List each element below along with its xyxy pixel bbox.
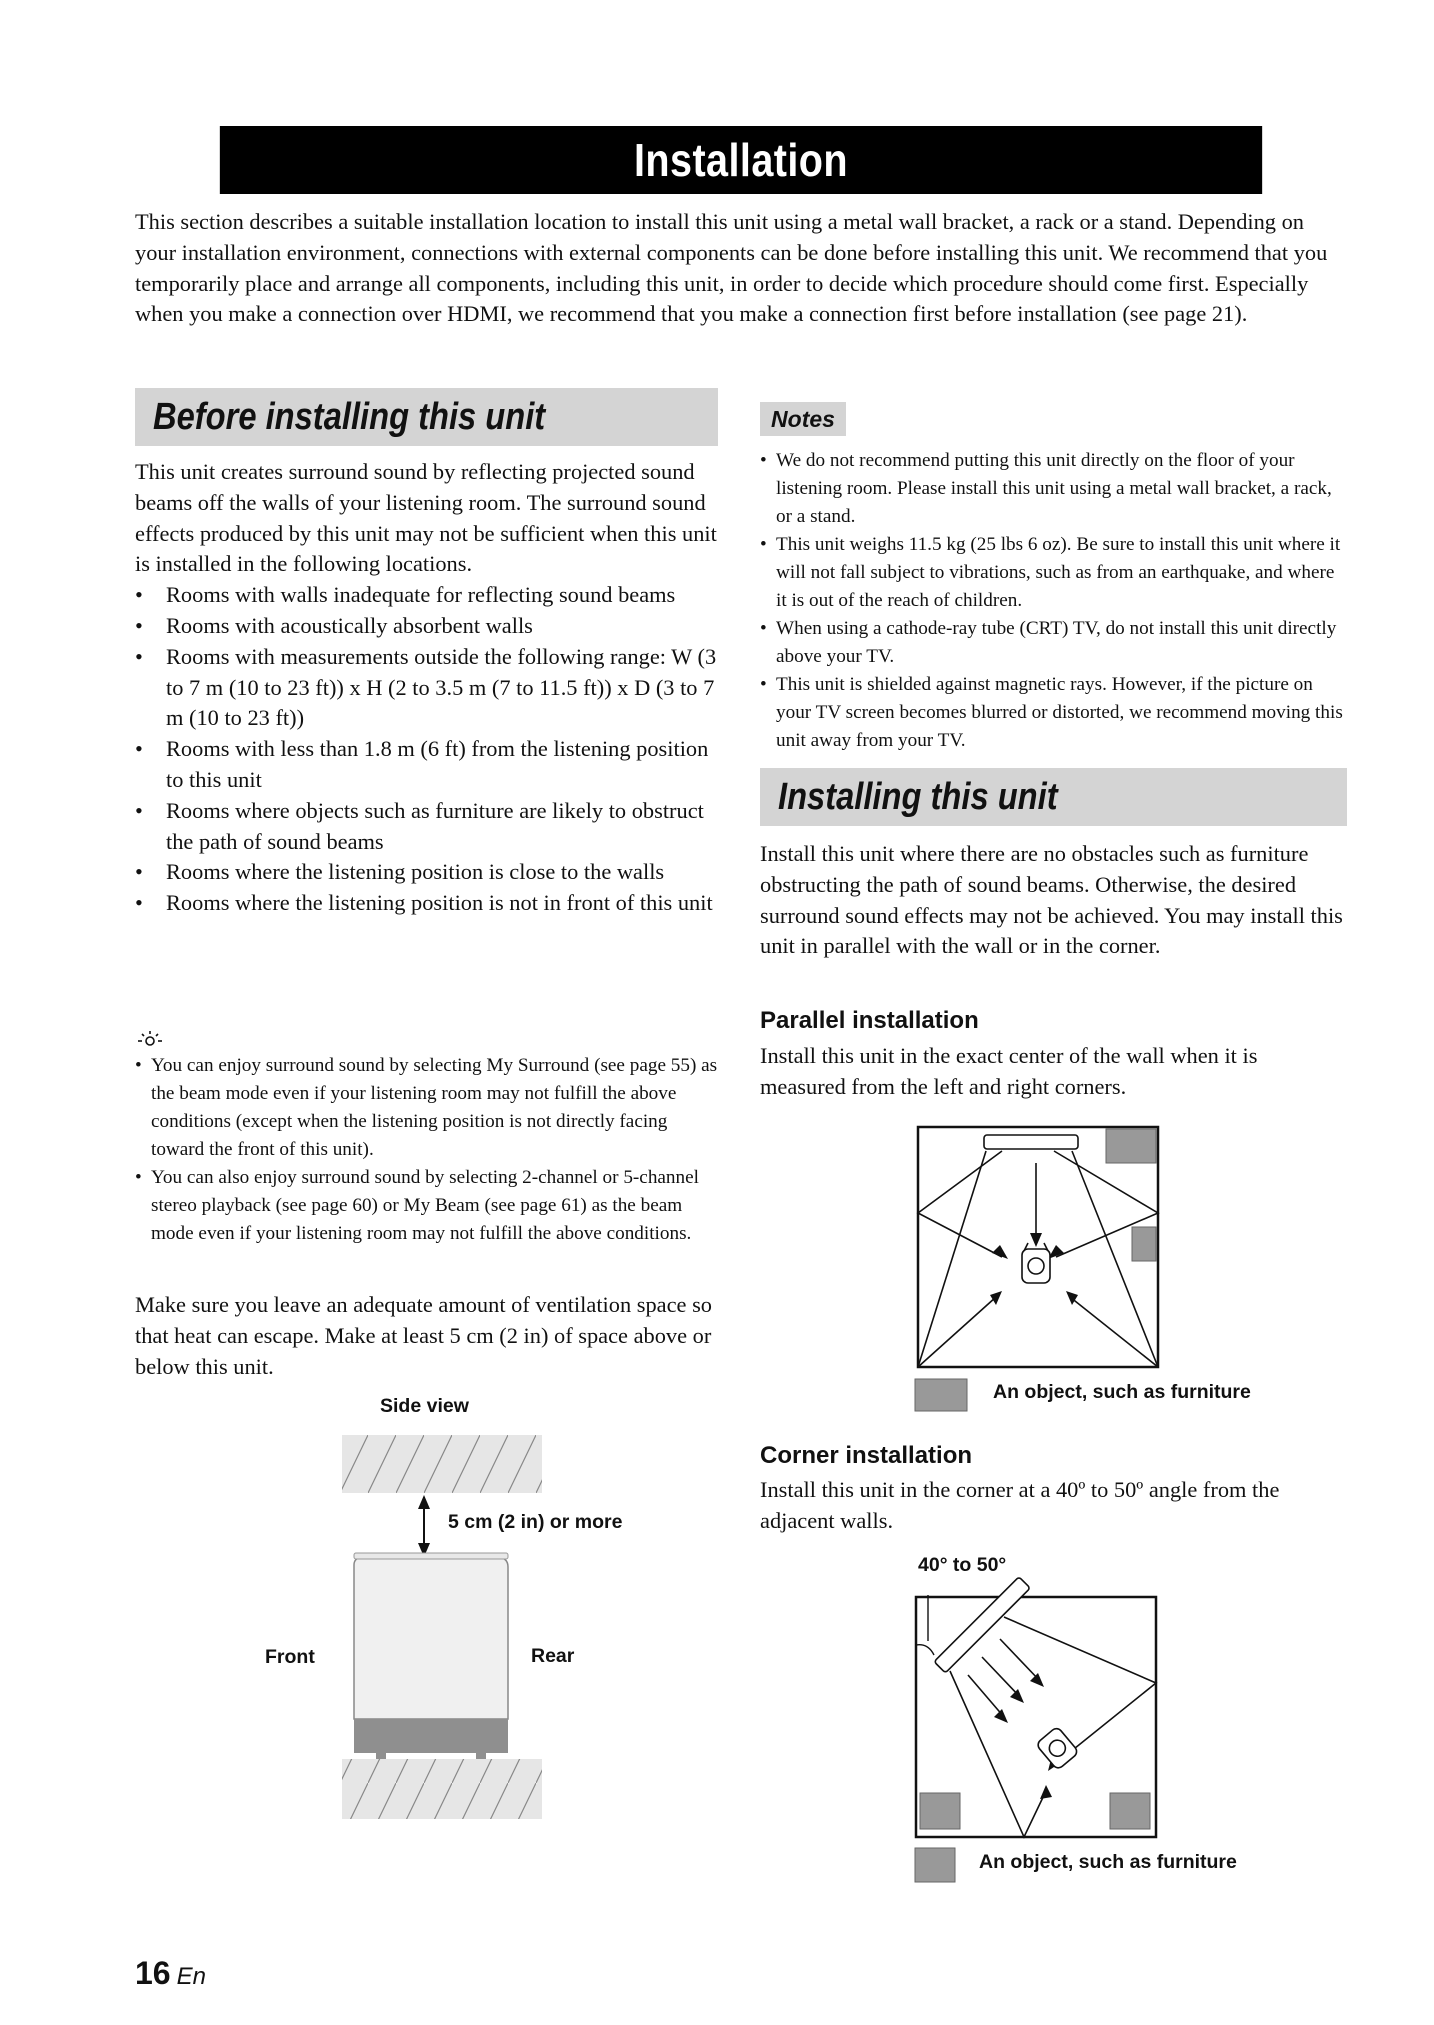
furniture-legend-swatch [914,1378,968,1412]
unsuitable-locations-list [135,580,720,919]
parallel-installation-diagram [916,1125,1162,1370]
corner-legend-label: An object, such as furniture [979,1851,1237,1873]
section-heading-installing: Installing this unit [760,768,1347,826]
note-item: • We do not recommend putting this unit directly on the floor of your listening room. Please install this unit using a metal wall bracket, a rack, or a stand. [760,447,1348,531]
installing-paragraph: Install this unit where there are no obstacles such as furniture obstructing the path of sound beams. Otherwise, the desired surround sound effects may not be achieved. You may install this unit in parallel with the wall or in the corner. [760,841,1343,959]
side-view-diagram [340,1435,550,1835]
before-installing-body [135,457,720,919]
furniture-block [1110,1793,1150,1829]
tip-item: • You can also enjoy surround sound by selecting 2-channel or 5-channel stereo playback (see page 60) or My Beam (see page 61) as the beam mode even if your listening room may not fulfill the above conditions. [135,1164,725,1248]
listener-icon [1022,1243,1050,1283]
ventilation-paragraph: Make sure you leave an adequate amount of ventilation space so that heat can escape. Make at least 5 cm (2 in) of space above or below this unit. [135,1292,712,1379]
furniture-legend-swatch [914,1847,956,1883]
angle-label: 40° to 50° [918,1554,1007,1576]
unit-body [354,1557,508,1719]
list-item: • Rooms with less than 1.8 m (6 ft) from the listening position to this unit [135,734,720,796]
furniture-block [920,1793,960,1829]
note-item: • This unit is shielded against magnetic rays. However, if the picture on your TV screen becomes blurred or distorted, we recommend moving this unit away from your TV. [760,671,1348,755]
corner-installation-title: Corner installation [760,1442,973,1469]
front-label: Front [265,1646,315,1668]
tips-block [135,1052,725,1248]
page-title: Installation [220,126,1262,194]
furniture-block [1106,1129,1156,1163]
page-number-value: 16 [135,1955,171,1991]
list-item: • Rooms where the listening position is not in front of this unit [135,888,720,919]
list-item: • Rooms with acoustically absorbent walls [135,611,720,642]
before-installing-paragraph: This unit creates surround sound by reflecting projected sound beams off the walls of your listening room. The surround sound effects produced by this unit may not be sufficient when this unit is installed in the following locations. [135,459,717,577]
notes-label: Notes [760,402,846,436]
furniture-block [1132,1227,1156,1261]
intro-paragraph: This section describes a suitable installation location to install this unit using a metal wall bracket, a rack or a stand. Depending on your installation environment, connections with external components can be done before installing this unit. We recommend that you temporarily place and arrange all components, including this unit, in order to decide which procedure should come first. Especially when you make a connection over HDMI, we recommend that you make a connection first before installation (see page 21). [135,209,1328,327]
corner-installation-diagram [914,1595,1160,1840]
list-item: • Rooms with walls inadequate for reflecting sound beams [135,580,720,611]
tip-item: • You can enjoy surround sound by selecting My Surround (see page 55) as the beam mode even if your listening room may not fulfill the above conditions (except when the listening position is not directly facing toward the front of this unit). [135,1052,725,1164]
parallel-legend-label: An object, such as furniture [993,1381,1251,1403]
parallel-installation-title: Parallel installation [760,1007,979,1034]
list-item: • Rooms with measurements outside the following range: W (3 to 7 m (10 to 23 ft)) x H (2 to 3.5 m (7 to 11.5 ft)) x D (3 to 7 m (10 to 23 ft)) [135,642,720,734]
tip-icon [135,1029,165,1049]
section-heading-before-installing: Before installing this unit [135,388,718,446]
page-number [135,1955,206,1992]
note-item: • This unit weighs 11.5 kg (25 lbs 6 oz). Be sure to install this unit where it will not fall subject to vibrations, such as from an earthquake, and where it is out of the reach of children. [760,531,1348,615]
note-item: • When using a cathode-ray tube (CRT) TV, do not install this unit directly above your TV. [760,615,1348,671]
corner-installation-text: Install this unit in the corner at a 40º to 50º angle from the adjacent walls. [760,1477,1280,1533]
notes-list [760,447,1348,755]
list-item: • Rooms where the listening position is close to the walls [135,857,720,888]
unit-parallel [984,1135,1078,1149]
gap-label: 5 cm (2 in) or more [448,1511,623,1533]
side-view-title: Side view [380,1395,469,1417]
unit-base [354,1719,508,1753]
parallel-installation-text: Install this unit in the exact center of the wall when it is measured from the left and right corners. [760,1043,1258,1099]
page-language: En [176,1963,206,1990]
rear-label: Rear [531,1645,575,1667]
list-item: • Rooms where objects such as furniture are likely to obstruct the path of sound beams [135,796,720,858]
